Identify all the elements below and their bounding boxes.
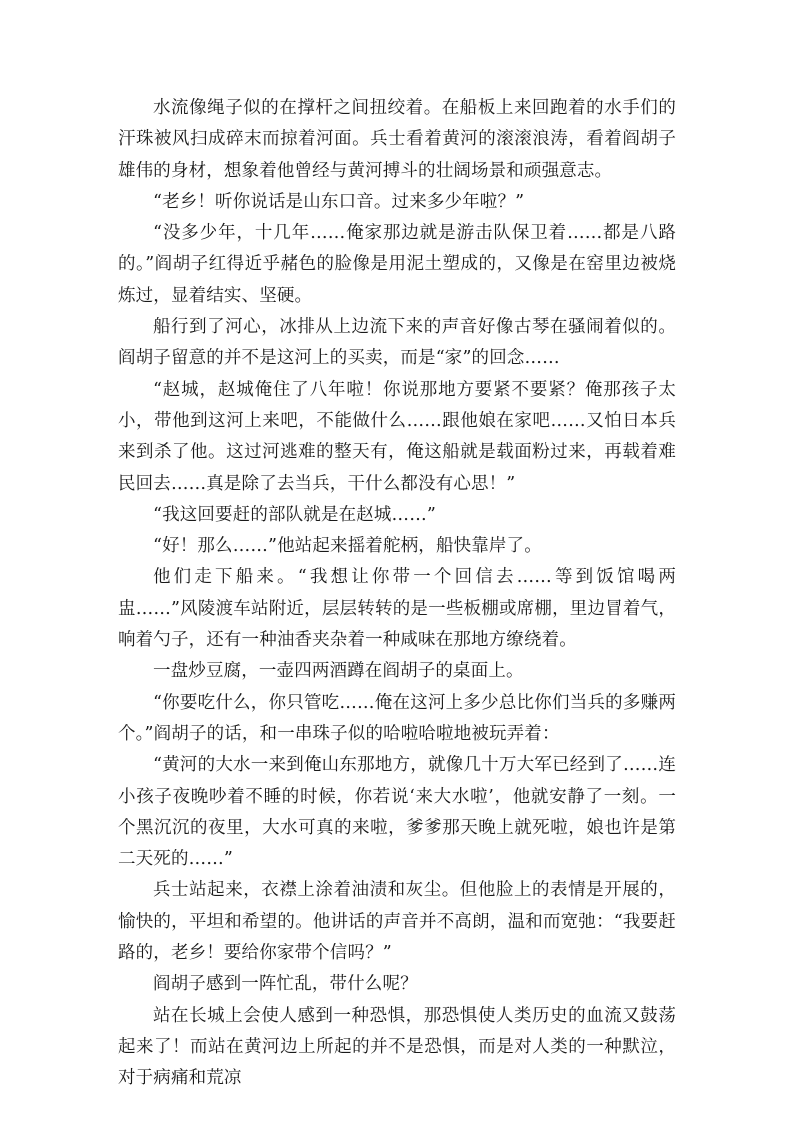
paragraph-5: “赵城，赵城俺住了八年啦！你说那地方要紧不要紧？俺那孩子太小，带他到这河上来吧，不能做什么……跟他娘在家吧……又怕日本兵来到杀了他。这过河逃难的整天有，俺这船就是载面粉过来，再载着难民回去……真是除了去当兵，干什么都没有心思！”	[118, 379, 676, 494]
paragraph-3: “没多少年，十几年……俺家那边就是游击队保卫着……都是八路的。”阎胡子红得近乎赭色的脸像是用泥土塑成的，又像是在窑里边被烧炼过，显着结实、坚硬。	[118, 223, 676, 306]
paragraph-2: “老乡！听你说话是山东口音。过来多少年啦？”	[153, 191, 525, 212]
paragraph-12: 兵士站起来，衣襟上涂着油渍和灰尘。但他脸上的表情是开展的，愉快的，平坦和希望的。他讲话的声音并不高朗，温和而宽弛：“我要赶路的，老乡！要给你家带个信吗？”	[118, 880, 676, 964]
paragraph-13: 阎胡子感到一阵忙乱，带什么呢？	[153, 974, 418, 995]
paragraph-7: “好！那么……”他站起来摇着舵柄，船快靠岸了。	[153, 536, 542, 557]
paragraph-9: 一盘炒豆腐，一壶四两酒蹲在阎胡子的桌面上。	[153, 661, 524, 682]
paragraph-14: 站在长城上会使人感到一种恐惧，那恐惧使人类历史的血流又鼓荡起来了！而站在黄河边上所起的并不是恐惧，而是对人类的一种默泣，对于病痛和荒凉	[118, 1005, 676, 1089]
paragraph-11: “黄河的大水一来到俺山东那地方，就像几十万大军已经到了……连小孩子夜晚吵着不睡的时候，你若说‘来大水啦’，他就安静了一刻。一个黑沉沉的夜里，大水可真的来啦，爹爹那天晚上就死啦，娘也许是第二天死的……”	[118, 755, 676, 870]
paragraph-1: 水流像绳子似的在撑杆之间扭绞着。在船板上来回跑着的水手们的汗珠被风扫成碎末而掠着河面。兵士看着黄河的滚滚浪涛，看着阎胡子雄伟的身材，想象着他曾经与黄河搏斗的壮阔场景和顽强意志。	[118, 98, 676, 181]
paragraph-6: “我这回要赶的部队就是在赵城……”	[153, 504, 436, 525]
body-text	[118, 93, 676, 1095]
paragraph-10: “你要吃什么，你只管吃……俺在这河上多少总比你们当兵的多赚两个。”阎胡子的话，和一串珠子似的哈啦哈啦地被玩弄着：	[118, 692, 676, 744]
paragraph-8: 他们走下船来。“我想让你带一个回信去……等到饭馆喝两盅……”风陵渡车站附近，层层转转的是一些板棚或席棚，里边冒着气，响着勺子，还有一种油香夹杂着一种咸味在那地方缭绕着。	[118, 567, 676, 651]
paragraph-4: 船行到了河心，冰排从上边流下来的声音好像古琴在骚闹着似的。阎胡子留意的并不是这河上的买卖，而是“家”的回念……	[118, 317, 676, 369]
